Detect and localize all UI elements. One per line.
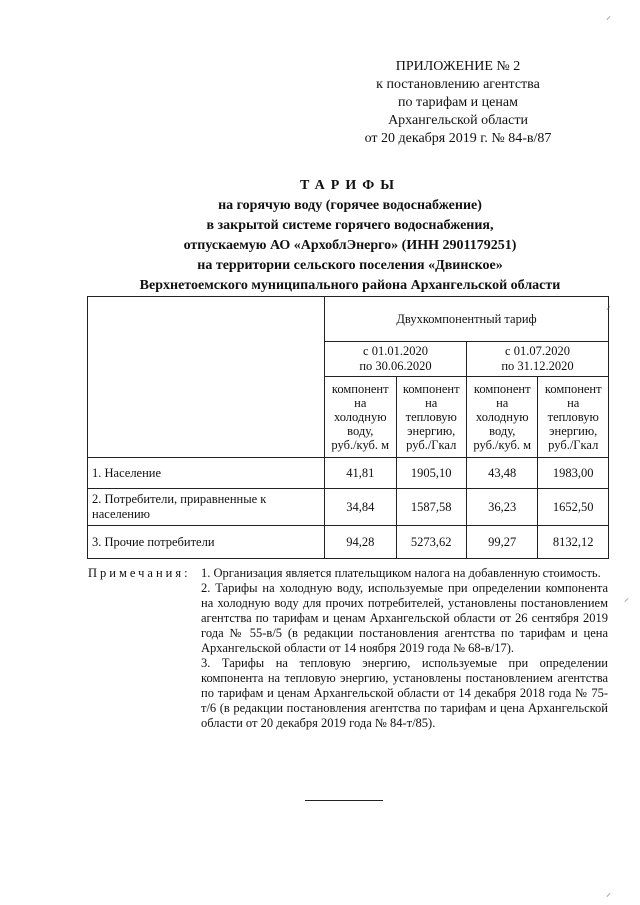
component-text: компонент bbox=[544, 382, 602, 396]
title-line: Верхнетоемского муниципального района Архангельской области bbox=[139, 278, 561, 293]
component-text: энергию, bbox=[407, 424, 456, 438]
scan-mark: ⸝ bbox=[606, 11, 611, 22]
title-line: на территории сельского поселения «Двинское» bbox=[197, 258, 503, 273]
table-cell: 8132,12 bbox=[538, 526, 609, 559]
component-text: воду, bbox=[347, 424, 374, 438]
table-cell: 43,48 bbox=[466, 458, 538, 489]
closing-rule bbox=[305, 800, 383, 801]
note-item: 1. Организация является плательщиком налога на добавленную стоимость. bbox=[201, 566, 601, 580]
table-cell: 5273,62 bbox=[396, 526, 466, 559]
period-end: по 31.12.2020 bbox=[501, 359, 574, 373]
appendix-number: ПРИЛОЖЕНИЕ № 2 bbox=[395, 59, 521, 74]
appendix-line: по тарифам и ценам bbox=[398, 95, 518, 110]
scan-mark: ⸝ bbox=[624, 593, 629, 604]
notes-body bbox=[201, 566, 608, 731]
table-cell: 1905,10 bbox=[396, 458, 466, 489]
component-unit: руб./куб. м bbox=[473, 438, 532, 452]
appendix-date: от 20 декабря 2019 г. № 84-в/87 bbox=[364, 131, 552, 146]
component-text: холодную bbox=[475, 410, 529, 424]
appendix-header bbox=[348, 58, 568, 148]
scan-mark: ⸝ bbox=[606, 301, 611, 312]
period-start: с 01.07.2020 bbox=[505, 344, 570, 358]
document-title bbox=[80, 176, 620, 296]
row-label: 2. Потребители, приравненные к населению bbox=[88, 489, 325, 526]
appendix-line: к постановлению агентства bbox=[376, 77, 540, 92]
component-text: компонент bbox=[331, 382, 389, 396]
component-unit: руб./Гкал bbox=[406, 438, 457, 452]
table-cell: 41,81 bbox=[325, 458, 397, 489]
table-cell: 94,28 bbox=[325, 526, 397, 559]
component-text: на bbox=[425, 396, 438, 410]
table-header-row bbox=[88, 297, 609, 342]
header-empty-cell bbox=[88, 297, 325, 458]
notes-label: Примечания: bbox=[88, 566, 191, 580]
note-item: 3. Тарифы на тепловую энергию, используемые при определении компонента на тепловую энергию, установлены постановлением агентства по тарифам и ценам Архангельской области от 14 декабря 2018 года № 75-т/6 (в редакции постановления агентства по тарифам и цена Архангельской области от 20 декабря 2019 года № 84-т/85). bbox=[201, 656, 608, 730]
table-cell: 1983,00 bbox=[538, 458, 609, 489]
title-line: отпускаемую АО «АрхоблЭнерго» (ИНН 2901179251) bbox=[183, 238, 517, 253]
table-cell: 34,84 bbox=[325, 489, 397, 526]
period-cell bbox=[466, 342, 608, 377]
component-cell bbox=[538, 377, 609, 458]
table-cell: 1587,58 bbox=[396, 489, 466, 526]
title-line: в закрытой системе горячего водоснабжения, bbox=[206, 218, 494, 233]
component-cell bbox=[325, 377, 397, 458]
table-cell: 99,27 bbox=[466, 526, 538, 559]
component-cell bbox=[466, 377, 538, 458]
title-line: на горячую воду (горячее водоснабжение) bbox=[218, 198, 482, 213]
component-text: на bbox=[567, 396, 580, 410]
note-item: 2. Тарифы на холодную воду, используемые при определении компонента на холодную воду для прочих потребителей, установлены постановлением агентства по тарифам и ценам Архангельской области от 26 сентября 2019 года № 55-в/5 (в редакции постановления агентства по тарифам и цена Архангельской области от 14 ноября 2019 года № 68-в/17). bbox=[201, 581, 608, 655]
tariff-table bbox=[87, 296, 609, 559]
group-header: Двухкомпонентный тариф bbox=[325, 297, 609, 342]
row-label: 1. Население bbox=[88, 458, 325, 489]
period-end: по 30.06.2020 bbox=[359, 359, 432, 373]
component-text: на bbox=[354, 396, 367, 410]
table-row bbox=[88, 489, 609, 526]
component-text: тепловую bbox=[405, 410, 457, 424]
component-text: воду, bbox=[489, 424, 516, 438]
row-label: 3. Прочие потребители bbox=[88, 526, 325, 559]
table-row bbox=[88, 458, 609, 489]
appendix-line: Архангельской области bbox=[388, 113, 528, 128]
period-start: с 01.01.2020 bbox=[363, 344, 428, 358]
component-text: энергию, bbox=[549, 424, 598, 438]
component-text: компонент bbox=[402, 382, 460, 396]
component-text: на bbox=[496, 396, 509, 410]
title-heading: ТАРИФЫ bbox=[300, 178, 400, 193]
period-cell bbox=[325, 342, 467, 377]
component-text: компонент bbox=[473, 382, 531, 396]
table-cell: 1652,50 bbox=[538, 489, 609, 526]
component-text: холодную bbox=[333, 410, 387, 424]
component-unit: руб./куб. м bbox=[331, 438, 390, 452]
table-row bbox=[88, 526, 609, 559]
table-cell: 36,23 bbox=[466, 489, 538, 526]
component-cell bbox=[396, 377, 466, 458]
component-text: тепловую bbox=[547, 410, 599, 424]
component-unit: руб./Гкал bbox=[548, 438, 599, 452]
scan-mark: ⸝ bbox=[606, 888, 611, 899]
